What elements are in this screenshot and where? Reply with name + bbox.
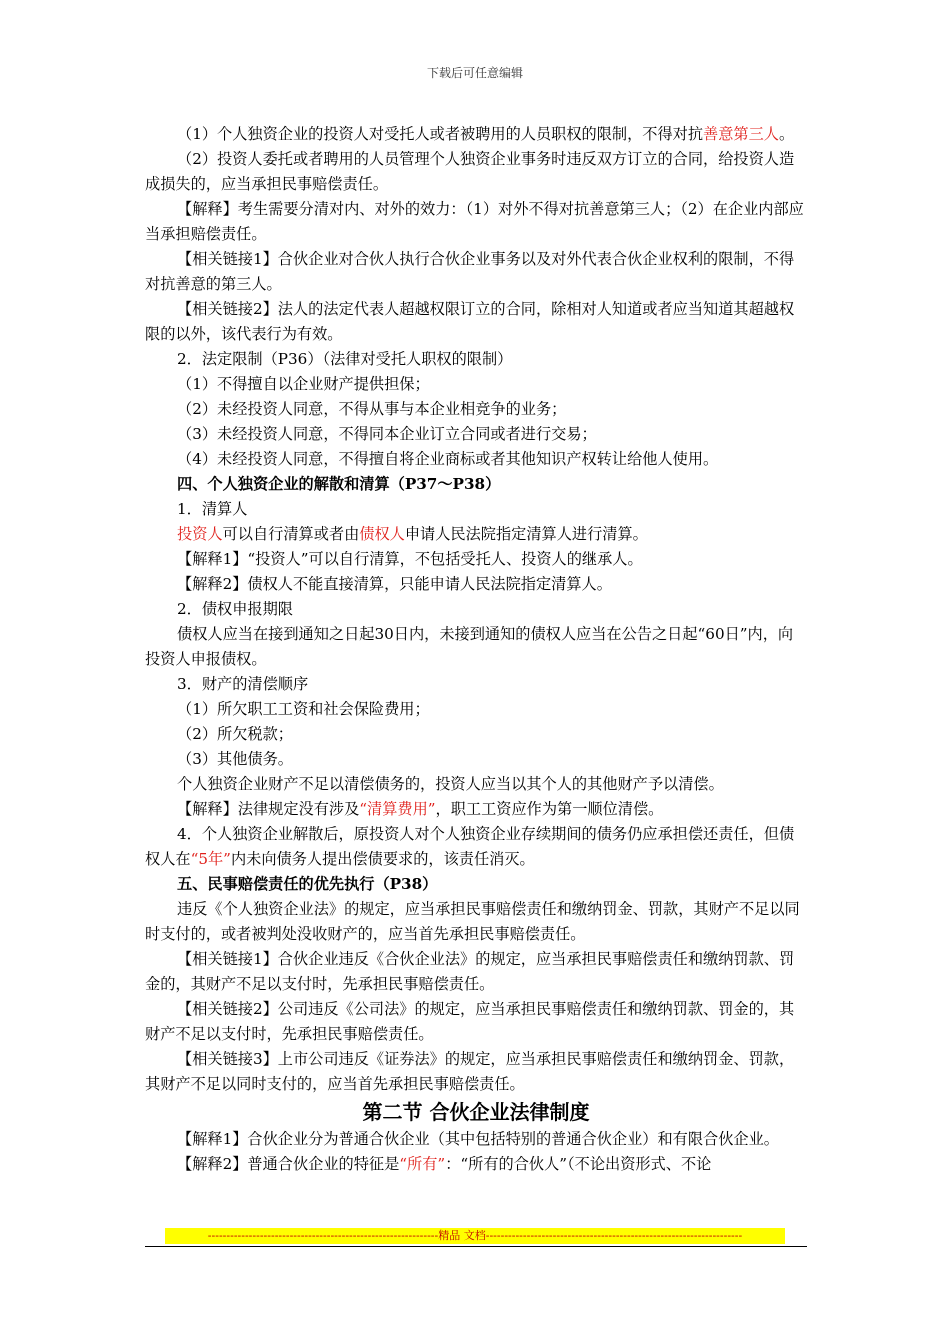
footer-banner: --------------------------------------------------------------精品 文档---------------------------------------------------------------------: [165, 1228, 785, 1244]
paragraph: [145, 147, 807, 197]
text-run: 个人独资企业财产不足以清偿债务的，投资人应当以其个人的其他财产予以清偿。: [177, 775, 724, 793]
paragraph: [145, 697, 807, 722]
text-run: 【解释】法律规定没有涉及: [177, 800, 360, 818]
paragraph: [145, 772, 807, 797]
text-run: 1．清算人: [177, 500, 248, 518]
text-run: 五、民事赔偿责任的优先执行（P38）: [177, 875, 438, 893]
text-run: （3）其他债务。: [177, 750, 293, 768]
text-run: 【解释】考生需要分清对内、对外的效力：（1）对外不得对抗善意第三人；（2）在企业内部应当承担赔偿责任。: [145, 200, 804, 243]
text-run: 债权人应当在接到通知之日起30日内，未接到通知的债权人应当在公告之日起“60日”内，向投资人申报债权。: [145, 625, 794, 668]
paragraph: [145, 1047, 807, 1097]
paragraph: [145, 447, 807, 472]
text-run: 【相关链接2】法人的法定代表人超越权限订立的合同，除相对人知道或者应当知道其超越权限的以外，该代表行为有效。: [145, 300, 795, 343]
emphasis-text: “5年”: [190, 850, 231, 868]
paragraph: [145, 122, 807, 147]
emphasis-text: “所有”: [399, 1155, 446, 1173]
paragraph: [145, 1152, 807, 1177]
text-run: （1）所欠职工工资和社会保险费用；: [177, 700, 430, 718]
text-run: 3．财产的清偿顺序: [177, 675, 309, 693]
text-run: 违反《个人独资企业法》的规定，应当承担民事赔偿责任和缴纳罚金、罚款，其财产不足以同时支付的，或者被判处没收财产的，应当首先承担民事赔偿责任。: [145, 900, 800, 943]
paragraph: [145, 547, 807, 572]
section-heading: [145, 472, 807, 497]
text-run: 内未向债务人提出偿债要求的，该责任消灭。: [230, 850, 535, 868]
paragraph: [145, 1127, 807, 1152]
text-run: 可以自行清算或者由: [222, 525, 360, 543]
text-run: （2）所欠税款；: [177, 725, 293, 743]
paragraph: [145, 422, 807, 447]
text-run: 【解释1】合伙企业分为普通合伙企业（其中包括特别的普通合伙企业）和有限合伙企业。: [177, 1130, 779, 1148]
page-header: 下载后可任意编辑: [426, 66, 523, 80]
text-run: （1）不得擅自以企业财产提供担保；: [177, 375, 430, 393]
text-run: （4）未经投资人同意，不得擅自将企业商标或者其他知识产权转让给他人使用。: [177, 450, 719, 468]
paragraph: [145, 522, 807, 547]
paragraph: [145, 947, 807, 997]
paragraph: [145, 797, 807, 822]
footer-rule: [145, 1246, 807, 1247]
paragraph: [145, 597, 807, 622]
text-run: （3）未经投资人同意，不得同本企业订立合同或者进行交易；: [177, 425, 597, 443]
paragraph: [145, 747, 807, 772]
paragraph: [145, 997, 807, 1047]
paragraph: [145, 722, 807, 747]
text-run: 。: [778, 125, 795, 143]
text-run: 2．债权申报期限: [177, 600, 293, 618]
text-run: （1）个人独资企业的投资人对受托人或者被聘用的人员职权的限制，不得对抗: [177, 125, 704, 143]
emphasis-text: 投资人: [177, 525, 223, 543]
text-run: 【相关链接1】合伙企业对合伙人执行合伙企业事务以及对外代表合伙企业权利的限制，不得对抗善意的第三人。: [145, 250, 795, 293]
text-run: 【相关链接3】上市公司违反《证券法》的规定，应当承担民事赔偿责任和缴纳罚金、罚款，其财产不足以同时支付的，应当首先承担民事赔偿责任。: [145, 1050, 795, 1093]
section-heading: [145, 872, 807, 897]
emphasis-text: “清算费用”: [359, 800, 436, 818]
text-run: （2）投资人委托或者聘用的人员管理个人独资企业事务时违反双方订立的合同，给投资人造成损失的，应当承担民事赔偿责任。: [145, 150, 795, 193]
text-run: 四、个人独资企业的解散和清算（P37～P38）: [177, 475, 501, 493]
paragraph: [145, 247, 807, 297]
paragraph: [145, 622, 807, 672]
paragraph: [145, 672, 807, 697]
text-run: 【相关链接2】公司违反《公司法》的规定，应当承担民事赔偿责任和缴纳罚款、罚金的，其财产不足以支付时，先承担民事赔偿责任。: [145, 1000, 795, 1043]
text-run: 【解释2】债权人不能直接清算，只能申请人民法院指定清算人。: [177, 575, 612, 593]
text-run: ，职工工资应作为第一顺位清偿。: [435, 800, 664, 818]
text-run: 【相关链接1】合伙企业违反《合伙企业法》的规定，应当承担民事赔偿责任和缴纳罚款、罚金的，其财产不足以支付时，先承担民事赔偿责任。: [145, 950, 795, 993]
text-run: （2）未经投资人同意，不得从事与本企业相竞争的业务；: [177, 400, 567, 418]
emphasis-text: 善意第三人: [703, 125, 779, 143]
paragraph: [145, 347, 807, 372]
paragraph: [145, 822, 807, 872]
text-run: 第二节 合伙企业法律制度: [362, 1100, 590, 1124]
document-body: [145, 122, 807, 1177]
text-run: ：“所有的合伙人”（不论出资形式、不论: [445, 1155, 712, 1173]
text-run: 4．个人独资企业解散后，原投资人对个人独资企业存续期间的债务仍应承担偿还责任，但债权人在: [145, 825, 795, 868]
text-run: 申请人民法院指定清算人进行清算。: [404, 525, 648, 543]
paragraph: [145, 397, 807, 422]
text-run: 【解释1】“投资人”可以自行清算，不包括受托人、投资人的继承人。: [177, 550, 643, 568]
paragraph: [145, 497, 807, 522]
section-title: [145, 1097, 807, 1127]
paragraph: [145, 572, 807, 597]
paragraph: [145, 197, 807, 247]
paragraph: [145, 372, 807, 397]
emphasis-text: 债权人: [359, 525, 405, 543]
paragraph: [145, 297, 807, 347]
text-run: 2．法定限制（P36）（法律对受托人职权的限制）: [177, 350, 513, 368]
paragraph: [145, 897, 807, 947]
text-run: 【解释2】普通合伙企业的特征是: [177, 1155, 400, 1173]
